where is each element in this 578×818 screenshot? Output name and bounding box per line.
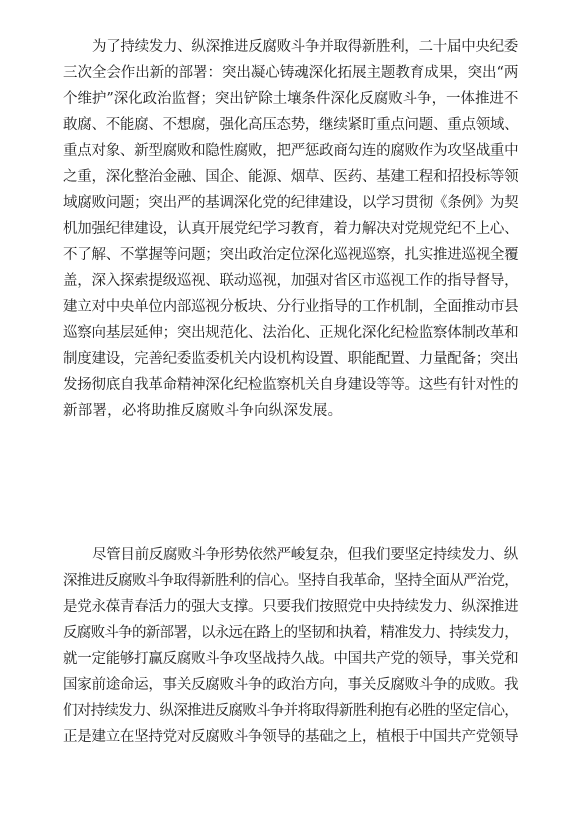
text-line: 国家前途命运，事关反腐败斗争的政治方向，事关反腐败斗争的成败。我 <box>63 677 519 693</box>
text-line: 之重，深化整治金融、国企、能源、烟草、医药、基建工程和招投标等领 <box>63 169 519 185</box>
text-line: 们对持续发力、纵深推进反腐败斗争并将取得新胜利抱有必胜的坚定信心， <box>63 703 519 719</box>
text-line: 个维护”深化政治监督；突出铲除土壤条件深化反腐败斗争，一体推进不 <box>63 91 519 107</box>
text-line: 是党永葆青春活力的强大支撑。只要我们按照党中央持续发力、纵深推进 <box>63 599 519 615</box>
text-line: 域腐败问题；突出严的基调深化党的纪律建设，以学习贯彻《条例》为契 <box>63 195 519 211</box>
text-line: 深推进反腐败斗争取得新胜利的信心。坚持自我革命，坚持全面从严治党， <box>63 573 519 589</box>
text-line: 就一定能够打赢反腐败斗争攻坚战持久战。中国共产党的领导，事关党和 <box>63 651 519 667</box>
paragraph-2 <box>63 542 518 750</box>
text-line: 不了解、不掌握等问题；突出政治定位深化巡视巡察，扎实推进巡视全覆 <box>63 247 519 263</box>
text-line: 反腐败斗争的新部署，以永远在路上的坚韧和执着，精准发力、持续发力， <box>63 625 519 641</box>
text-line: 巡察向基层延伸；突出规范化、法治化、正规化深化纪检监察体制改革和 <box>63 325 519 341</box>
text-line: 为了持续发力、纵深推进反腐败斗争并取得新胜利，二十届中央纪委 <box>92 39 518 55</box>
text-line: 敢腐、不能腐、不想腐，强化高压态势，继续紧盯重点问题、重点领域、 <box>63 117 519 133</box>
text-line: 发扬彻底自我革命精神深化纪检监察机关自身建设等等。这些有针对性的 <box>63 377 519 393</box>
text-line: 重点对象、新型腐败和隐性腐败，把严惩政商勾连的腐败作为攻坚战重中 <box>63 143 519 159</box>
text-line: 正是建立在坚持党对反腐败斗争领导的基础之上，植根于中国共产党领导 <box>63 729 519 745</box>
text-line: 新部署，必将助推反腐败斗争向纵深发展。 <box>63 403 343 419</box>
paragraph-1 <box>63 34 518 424</box>
text-line: 尽管目前反腐败斗争形势依然严峻复杂，但我们要坚定持续发力、纵 <box>92 547 518 563</box>
text-line: 建立对中央单位内部巡视分板块、分行业指导的工作机制，全面推动市县 <box>63 299 519 315</box>
text-line: 盖，深入探索提级巡视、联动巡视，加强对省区市巡视工作的指导督导， <box>63 273 519 289</box>
text-line: 制度建设，完善纪委监委机关内设机构设置、职能配置、力量配备；突出 <box>63 351 519 367</box>
text-line: 三次全会作出新的部署：突出凝心铸魂深化拓展主题教育成果，突出“两 <box>63 65 519 81</box>
text-line: 机加强纪律建设，认真开展党纪学习教育，着力解决对党规党纪不上心、 <box>63 221 519 237</box>
